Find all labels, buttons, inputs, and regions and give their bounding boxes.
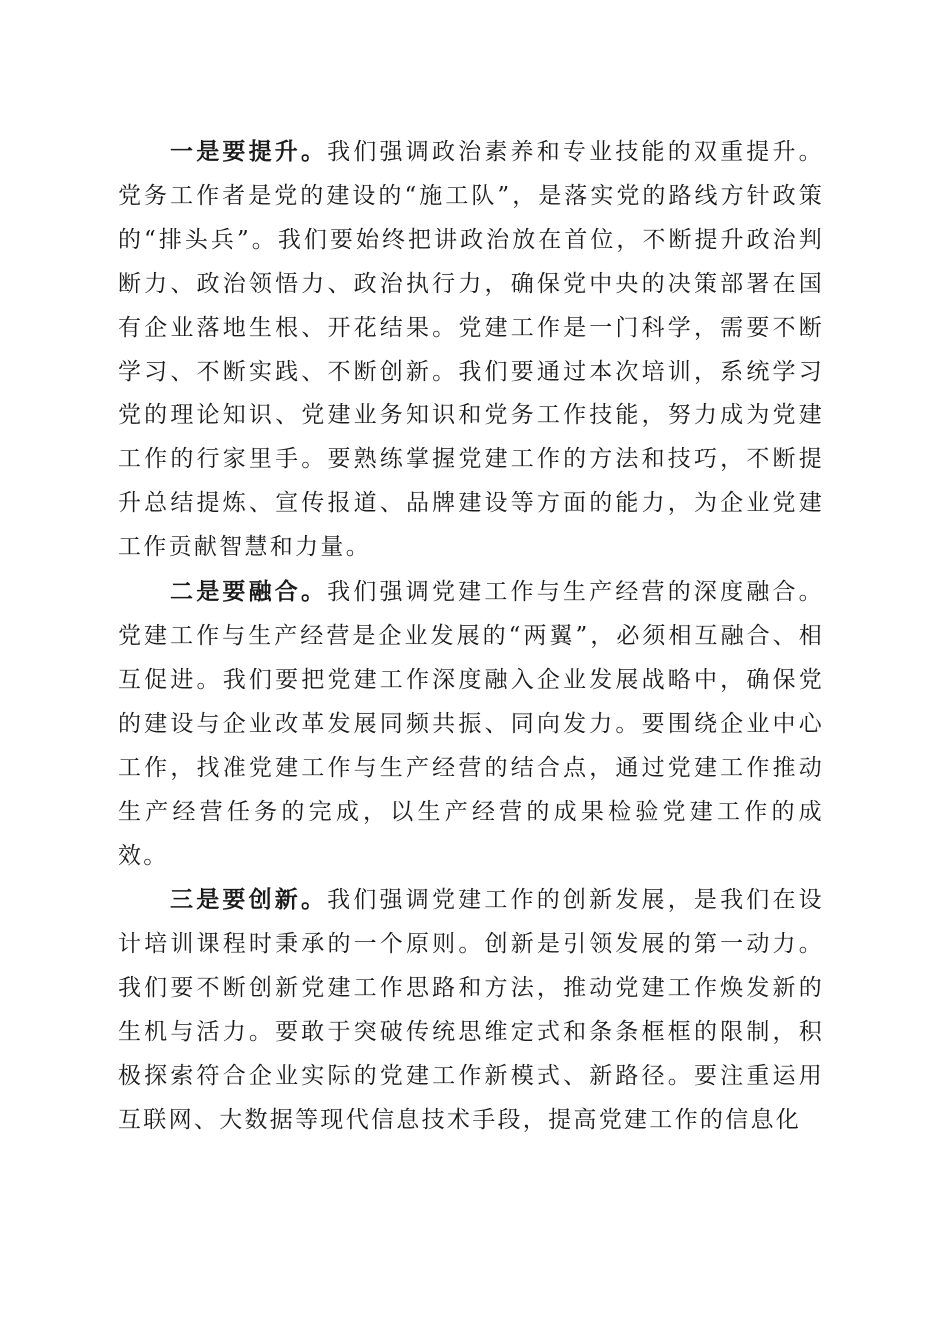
paragraph-integration: [118, 570, 824, 878]
paragraph-text: 我们强调党建工作与生产经营的深度融合。党建工作与生产经营是企业发展的“两翼”，必须相互融合、相互促进。我们要把党建工作深度融入企业发展战略中，确保党的建设与企业改革发展同频共振、同向发力。要围绕企业中心工作，找准党建工作与生产经营的结合点，通过党建工作推动生产经营任务的完成，以生产经营的成果检验党建工作的成效。: [118, 579, 824, 869]
paragraph-text: 我们强调政治素养和专业技能的双重提升。党务工作者是党的建设的“施工队”，是落实党的路线方针政策的“排头兵”。我们要始终把讲政治放在首位，不断提升政治判断力、政治领悟力、政治执行力，确保党中央的决策部署在国有企业落地生根、开花结果。党建工作是一门科学，需要不断学习、不断实践、不断创新。我们要通过本次培训，系统学习党的理论知识、党建业务知识和党务工作技能，努力成为党建工作的行家里手。要熟练掌握党建工作的方法和技巧，不断提升总结提炼、宣传报道、品牌建设等方面的能力，为企业党建工作贡献智慧和力量。: [118, 139, 824, 561]
paragraph-innovation: [118, 878, 824, 1142]
paragraph-upgrade: [118, 130, 824, 570]
paragraph-text: 我们强调党建工作的创新发展，是我们在设计培训课程时秉承的一个原则。创新是引领发展的第一动力。我们要不断创新党建工作思路和方法，推动党建工作焕发新的生机与活力。要敢于突破传统思维定式和条条框框的限制，积极探索符合企业实际的党建工作新模式、新路径。要注重运用互联网、大数据等现代信息技术手段，提高党建工作的信息化: [118, 887, 824, 1133]
document-body: [118, 130, 824, 1143]
paragraph-lead: 二是要融合。: [170, 578, 328, 606]
paragraph-lead: 一是要提升。: [170, 138, 328, 165]
paragraph-lead: 三是要创新。: [170, 886, 328, 914]
